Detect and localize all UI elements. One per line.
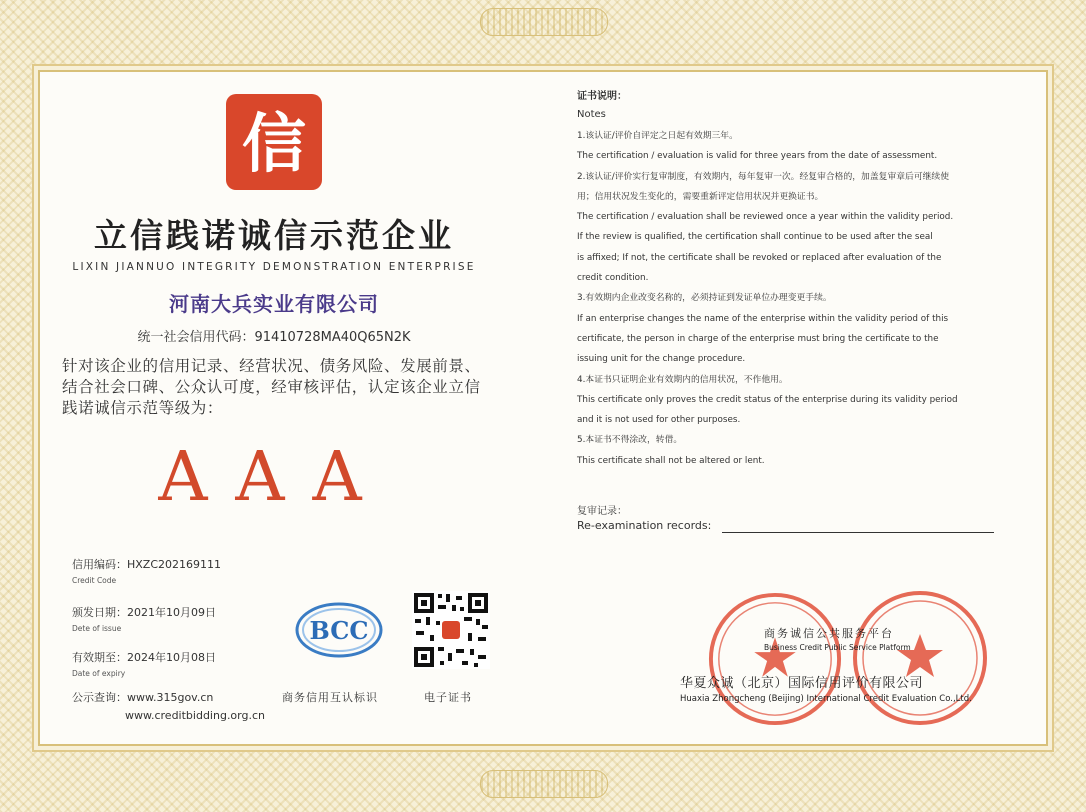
notes-line: credit condition. <box>577 273 649 284</box>
recheck-signature-line <box>722 532 994 533</box>
bcc-logo-icon <box>294 600 384 660</box>
notes-line: If the review is qualified, the certification shall continue to be used after the seal <box>577 232 933 243</box>
expiry-date-text: 有效期至：2024年10月08日 <box>72 651 216 664</box>
qr-caption: 电子证书 <box>424 691 472 704</box>
notes-line: 4.本证书只证明企业有效期内的信用状况，不作他用。 <box>577 374 788 385</box>
credit-number-text: 信用编码：HXZC202169111 <box>72 558 222 571</box>
platform-name: 商务诚信公共服务平台 <box>764 627 894 640</box>
platform-seal-icon <box>706 590 844 728</box>
notes-line: issuing unit for the change procedure. <box>577 354 746 365</box>
bcc-caption: 商务信用互认标识 <box>282 691 378 704</box>
recheck-heading-en: Re-examination records: <box>577 519 712 532</box>
notes-line: 1.该认证/评价自评定之日起有效期三年。 <box>577 131 738 141</box>
top-ornament <box>480 8 608 36</box>
agency-seal-icon <box>850 588 990 728</box>
notes-line: 2.该认证/评价实行复审制度，有效期内，每年复审一次。经复审合格的，加盖复审章后可继续使 <box>577 171 950 182</box>
notes-line: 3.有效期内企业改变名称的，必须持证到发证单位办理变更手续。 <box>577 293 832 304</box>
credit-code: 统一社会信用代码：91410728MA40Q65N2K <box>137 330 411 345</box>
query-site-2: www.creditbidding.org.cn <box>125 709 265 722</box>
svg-text:信: 信 <box>242 107 306 182</box>
credit-number <box>72 556 221 585</box>
certificate-body: 针对该企业的信用记录、经营状况、债务风险、发展前景、结合社会口碑、公众认可度，经审核评估，认定该企业立信践诺诚信示范等级为： <box>62 357 481 417</box>
svg-text:BCC: BCC <box>309 616 369 645</box>
agency-name-en: Huaxia Zhongcheng (Beijing) International Credit Evaluation Co.,Ltd. <box>680 694 972 704</box>
notes-line: 用；信用状况发生变化的，需要重新评定信用状况并更换证书。 <box>577 191 824 202</box>
notes-line: certificate, the person in charge of the enterprise must bring the certificate to the <box>577 333 939 344</box>
grade-rating: AAA <box>158 438 390 517</box>
recheck-heading-cn: 复审记录： <box>577 506 627 517</box>
credit-number-en: Credit Code <box>72 576 117 585</box>
notes-line: is affixed; If not, the certificate shall be revoked or replaced after evaluation of the <box>577 252 942 263</box>
company-name: 河南大兵实业有限公司 <box>169 292 379 316</box>
certificate-title-en: LIXIN JIANNUO INTEGRITY DEMONSTRATION ENTERPRISE <box>72 261 476 273</box>
xin-logo-icon <box>224 92 324 192</box>
expiry-date <box>72 649 216 678</box>
bottom-ornament <box>480 770 608 798</box>
query-site: 公示查询：www.315gov.cn <box>72 691 214 704</box>
platform-name-en: Business Credit Public Service Platform <box>764 643 911 652</box>
notes-line: If an enterprise changes the name of the enterprise within the validity period of this <box>577 313 949 324</box>
certificate-title: 立信践诺诚信示范企业 <box>94 216 454 255</box>
issue-date <box>72 604 216 633</box>
notes-line: This certificate shall not be altered or lent. <box>577 455 765 466</box>
notes-line: 5.本证书不得涂改，转借。 <box>577 435 683 446</box>
agency-name: 华夏众诚（北京）国际信用评价有限公司 <box>680 676 924 691</box>
qr-code-icon[interactable] <box>412 591 490 669</box>
expiry-date-en: Date of expiry <box>72 669 126 678</box>
issue-date-text: 颁发日期：2021年10月09日 <box>72 606 216 619</box>
notes-line: and it is not used for other purposes. <box>577 415 741 426</box>
notes-section <box>577 90 1017 471</box>
notes-line: The certification / evaluation shall be reviewed once a year within the validity period. <box>577 212 954 223</box>
notes-line: The certification / evaluation is valid for three years from the date of assessment. <box>577 151 938 162</box>
issue-date-en: Dete of issue <box>72 624 122 633</box>
notes-line: This certificate only proves the credit status of the enterprise during its validity period <box>577 394 958 405</box>
notes-heading-en: Notes <box>577 109 606 120</box>
notes-heading-cn: 证书说明： <box>577 91 627 102</box>
